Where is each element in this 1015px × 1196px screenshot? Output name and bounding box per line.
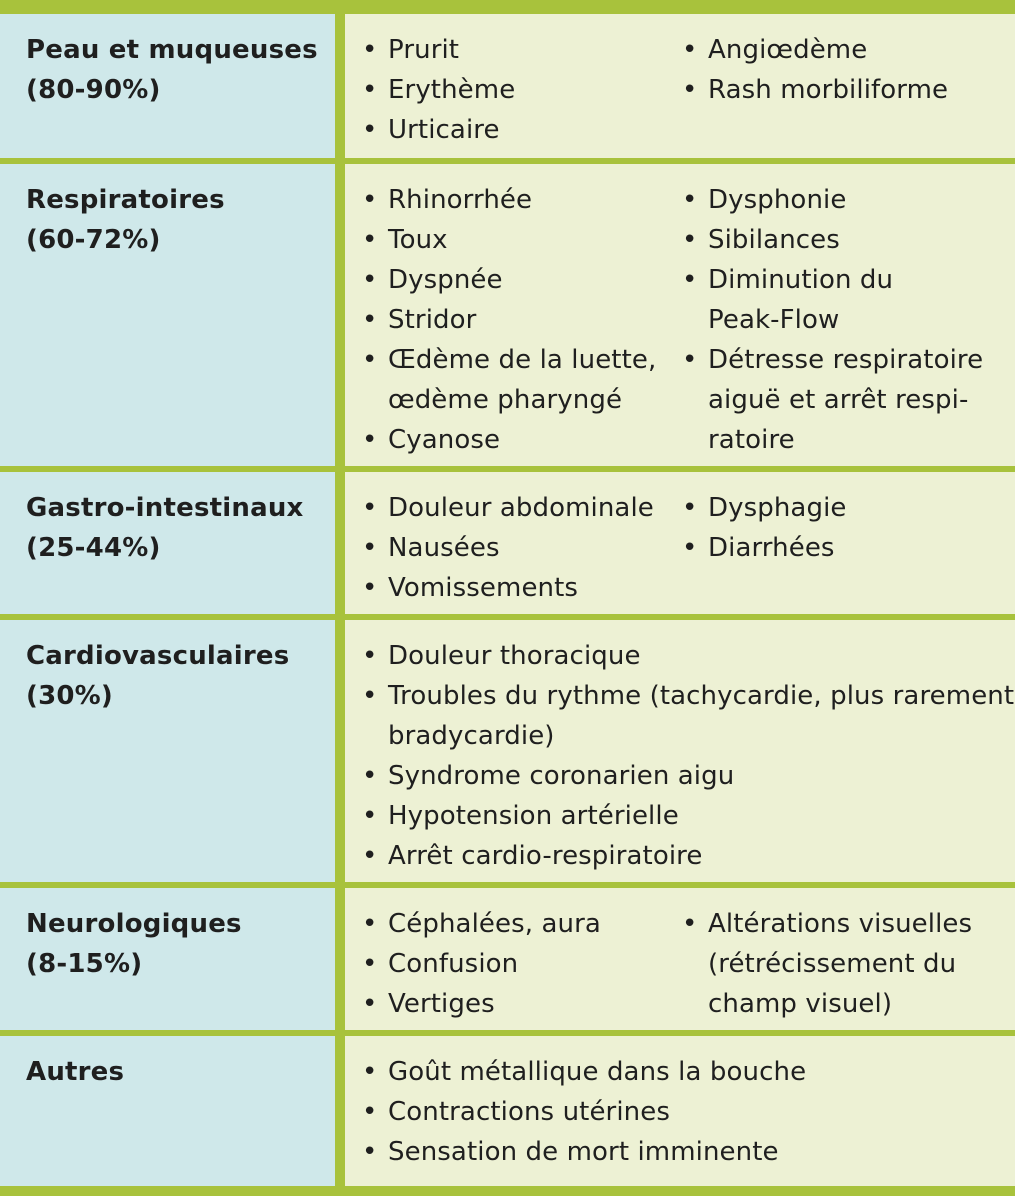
symptom-item <box>682 70 948 110</box>
symptom-text: Rhinorrhée <box>388 185 533 215</box>
bullet-icon: • <box>362 1137 378 1167</box>
symptom-text: Cyanose <box>388 425 501 455</box>
category-percent: (8-15%) <box>26 949 143 979</box>
symptom-text: Toux <box>388 225 448 255</box>
symptom-item <box>362 676 1015 756</box>
symptom-text: Détresse respiratoire <box>708 345 984 375</box>
table-row-respiratory <box>0 164 1015 466</box>
symptom-text: Urticaire <box>388 115 500 145</box>
symptom-text: Diarrhées <box>708 533 835 563</box>
table-row-gastrointestinal <box>0 472 1015 614</box>
bullet-icon: • <box>362 989 378 1019</box>
table-row-neurological <box>0 888 1015 1030</box>
symptom-item <box>362 340 656 420</box>
symptom-text: Goût métallique dans la bouche <box>388 1057 807 1087</box>
symptom-text: Céphalées, aura <box>388 909 601 939</box>
symptom-text: Sibilances <box>708 225 840 255</box>
symptom-text: Stridor <box>388 305 477 335</box>
bullet-icon: • <box>362 573 378 603</box>
bullet-icon: • <box>682 75 698 105</box>
category-cell <box>0 14 335 158</box>
symptom-item <box>362 944 601 984</box>
symptoms-cell <box>345 472 1015 614</box>
table-row-skin <box>0 14 1015 158</box>
category-percent: (80-90%) <box>26 75 161 105</box>
bullet-icon: • <box>362 909 378 939</box>
table-row-cardiovascular <box>0 620 1015 882</box>
symptom-item <box>682 260 983 340</box>
symptom-item <box>362 796 1001 836</box>
bullet-icon: • <box>362 115 378 145</box>
bullet-icon: • <box>362 185 378 215</box>
category-cell <box>0 164 335 466</box>
symptom-list <box>362 636 1015 876</box>
symptom-text: Dysphagie <box>708 493 847 523</box>
bullet-icon: • <box>362 305 378 335</box>
symptom-item <box>362 568 654 608</box>
symptom-text: Nausées <box>388 533 500 563</box>
symptom-text: Diminution du <box>708 265 894 295</box>
symptom-list <box>682 30 948 110</box>
category-name: Gastro-intestinaux <box>26 493 304 523</box>
bullet-icon: • <box>682 185 698 215</box>
symptom-item <box>362 528 654 568</box>
category-percent: (60-72%) <box>26 225 161 255</box>
bullet-icon: • <box>682 533 698 563</box>
symptom-text: Dysphonie <box>708 185 847 215</box>
symptom-item <box>362 420 656 460</box>
bullet-icon: • <box>362 841 378 871</box>
symptom-text: Erythème <box>388 75 516 105</box>
symptom-text: (rétrécissement du <box>708 949 957 979</box>
symptom-text: Douleur thoracique <box>388 641 641 671</box>
symptom-item <box>682 30 948 70</box>
symptom-item <box>362 70 515 110</box>
symptom-text: champ visuel) <box>708 989 893 1019</box>
table-row-other <box>0 1036 1015 1186</box>
symptom-list <box>362 180 656 460</box>
symptom-text: Troubles du rythme (tachycardie, plus rarement <box>388 681 1015 711</box>
bullet-icon: • <box>362 801 378 831</box>
category-name: Peau et muqueuses <box>26 35 318 65</box>
symptom-text: Contractions utérines <box>388 1097 670 1127</box>
symptom-item <box>362 110 515 150</box>
symptom-text: aiguë et arrêt respi- <box>708 385 969 415</box>
category-name: Neurologiques <box>26 909 242 939</box>
bullet-icon: • <box>682 345 698 375</box>
category-percent: (25-44%) <box>26 533 161 563</box>
bullet-icon: • <box>362 533 378 563</box>
bullet-icon: • <box>362 265 378 295</box>
symptom-list <box>682 904 972 1024</box>
symptom-list <box>682 488 847 568</box>
symptoms-cell <box>345 620 1015 882</box>
symptom-item <box>362 300 656 340</box>
category-cell <box>0 472 335 614</box>
symptom-text: Sensation de mort imminente <box>388 1137 779 1167</box>
symptom-item <box>362 636 1001 676</box>
symptom-item <box>362 904 601 944</box>
category-cell <box>0 620 335 882</box>
symptom-item <box>362 260 656 300</box>
symptoms-cell <box>345 888 1015 1030</box>
bullet-icon: • <box>362 493 378 523</box>
bullet-icon: • <box>362 345 378 375</box>
bullet-icon: • <box>682 35 698 65</box>
symptom-text: Douleur abdominale <box>388 493 654 523</box>
symptoms-cell <box>345 1036 1015 1186</box>
category-name: Respiratoires <box>26 185 225 215</box>
category-percent: (30%) <box>26 681 113 711</box>
bullet-icon: • <box>682 265 698 295</box>
symptom-text: Arrêt cardio-respiratoire <box>388 841 703 871</box>
category-cell <box>0 1036 335 1186</box>
symptom-text: Rash morbiliforme <box>708 75 949 105</box>
symptom-text: œdème pharyngé <box>388 385 623 415</box>
symptom-item <box>362 220 656 260</box>
symptom-text: Confusion <box>388 949 519 979</box>
bullet-icon: • <box>362 425 378 455</box>
bullet-icon: • <box>362 641 378 671</box>
symptom-item <box>362 180 656 220</box>
symptoms-cell <box>345 164 1015 466</box>
symptom-item <box>682 488 847 528</box>
symptom-list <box>362 30 515 150</box>
symptom-item <box>362 1092 1001 1132</box>
bullet-icon: • <box>362 1057 378 1087</box>
symptom-text: Peak-Flow <box>708 305 840 335</box>
symptoms-cell <box>345 14 1015 158</box>
bullet-icon: • <box>362 681 378 711</box>
symptom-text: Altérations visuelles <box>708 909 973 939</box>
symptom-item <box>362 488 654 528</box>
bullet-icon: • <box>362 225 378 255</box>
symptom-item <box>682 180 983 220</box>
symptom-list <box>362 904 601 1024</box>
bullet-icon: • <box>362 949 378 979</box>
symptom-text: Prurit <box>388 35 460 65</box>
bullet-icon: • <box>362 1097 378 1127</box>
symptom-item <box>362 756 1001 796</box>
symptom-item <box>682 220 983 260</box>
symptom-text: Angiœdème <box>708 35 868 65</box>
bullet-icon: • <box>362 35 378 65</box>
symptom-text: ratoire <box>708 425 795 455</box>
symptom-text: Vomissements <box>388 573 579 603</box>
symptom-item <box>362 836 1001 876</box>
symptom-item <box>682 904 972 1024</box>
bullet-icon: • <box>362 75 378 105</box>
symptom-text: Syndrome coronarien aigu <box>388 761 735 791</box>
category-name: Cardiovasculaires <box>26 641 290 671</box>
symptom-item <box>682 340 983 460</box>
symptom-list <box>682 180 983 460</box>
symptom-item <box>362 30 515 70</box>
symptom-item <box>362 1132 1001 1172</box>
symptom-list <box>362 488 654 608</box>
bullet-icon: • <box>682 493 698 523</box>
category-cell <box>0 888 335 1030</box>
symptom-text: Dyspnée <box>388 265 503 295</box>
bullet-icon: • <box>682 225 698 255</box>
symptom-text: bradycardie) <box>388 721 555 751</box>
symptom-item <box>362 984 601 1024</box>
symptom-text: Vertiges <box>388 989 495 1019</box>
symptom-item <box>682 528 847 568</box>
symptom-item <box>362 1052 1001 1092</box>
bullet-icon: • <box>362 761 378 791</box>
symptom-list <box>362 1052 1001 1172</box>
bullet-icon: • <box>682 909 698 939</box>
category-name: Autres <box>26 1057 125 1087</box>
symptom-text: Œdème de la luette, <box>388 345 657 375</box>
symptom-text: Hypotension artérielle <box>388 801 679 831</box>
